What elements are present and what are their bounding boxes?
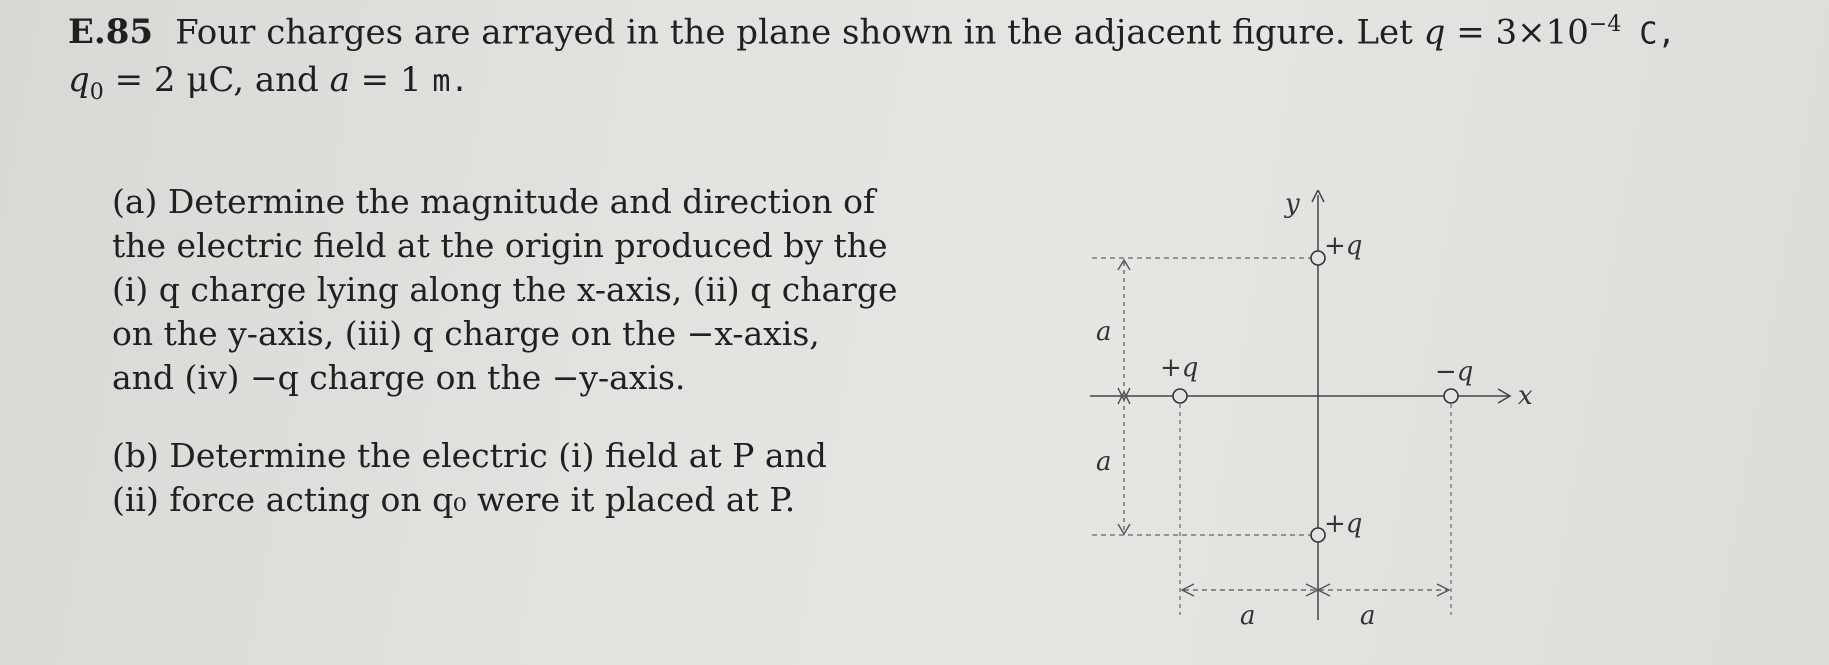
dimension-label-a-left: a [1240, 601, 1256, 630]
a-unit: m. [432, 64, 469, 100]
part-a [112, 180, 942, 400]
q-symbol: q [1423, 12, 1446, 53]
q-value: = 3×10 [1456, 12, 1589, 53]
x-axis-label: x [1518, 381, 1533, 411]
q0-value: = 2 μC, and [114, 60, 319, 101]
charge-left-marker [1173, 389, 1187, 403]
q-exponent: −4 [1588, 12, 1622, 37]
charge-diagram-svg [1080, 190, 1560, 630]
charge-right-marker [1444, 389, 1458, 403]
a-value: = 1 [360, 60, 422, 101]
y-axis-label: y [1285, 190, 1300, 219]
charge-top-label: +q [1324, 231, 1363, 261]
problem-parts [112, 180, 942, 522]
dimension-label-a-right: a [1360, 601, 1376, 630]
part-a-line: (a) Determine the magnitude and direction of [112, 182, 876, 221]
dimension-label-a-upper: a [1096, 317, 1112, 347]
statement-line-1 [68, 2, 1676, 57]
dimension-label-a-lower: a [1096, 447, 1112, 477]
statement-text: Four charges are arrayed in the plane shown in the adjacent figure. Let [175, 12, 1413, 53]
q0-subscript: 0 [89, 80, 104, 106]
part-a-line: (i) q charge lying along the x-axis, (ii) q charge [112, 270, 898, 309]
part-b-line: (b) Determine the electric (i) field at P and [112, 436, 827, 475]
charge-bottom-label: +q [1324, 509, 1363, 539]
charge-right-label: −q [1435, 357, 1474, 387]
charge-left-label: +q [1160, 353, 1199, 383]
problem-statement [68, 2, 1676, 116]
statement-line-2 [68, 57, 1628, 116]
q-unit: C, [1621, 16, 1676, 52]
charge-diagram [1080, 190, 1560, 634]
q0-symbol: q [68, 60, 90, 101]
part-b [112, 434, 942, 522]
problem-number: E.85 [68, 12, 154, 53]
part-b-line: (ii) force acting on q₀ were it placed at P. [112, 480, 796, 519]
part-a-line: on the y-axis, (iii) q charge on the −x-axis, [112, 314, 820, 353]
charge-top-marker [1311, 251, 1325, 265]
a-symbol: a [329, 60, 350, 101]
part-a-line: and (iv) −q charge on the −y-axis. [112, 358, 686, 397]
charge-bottom-marker [1311, 528, 1325, 542]
part-a-line: the electric field at the origin produced by the [112, 226, 888, 265]
